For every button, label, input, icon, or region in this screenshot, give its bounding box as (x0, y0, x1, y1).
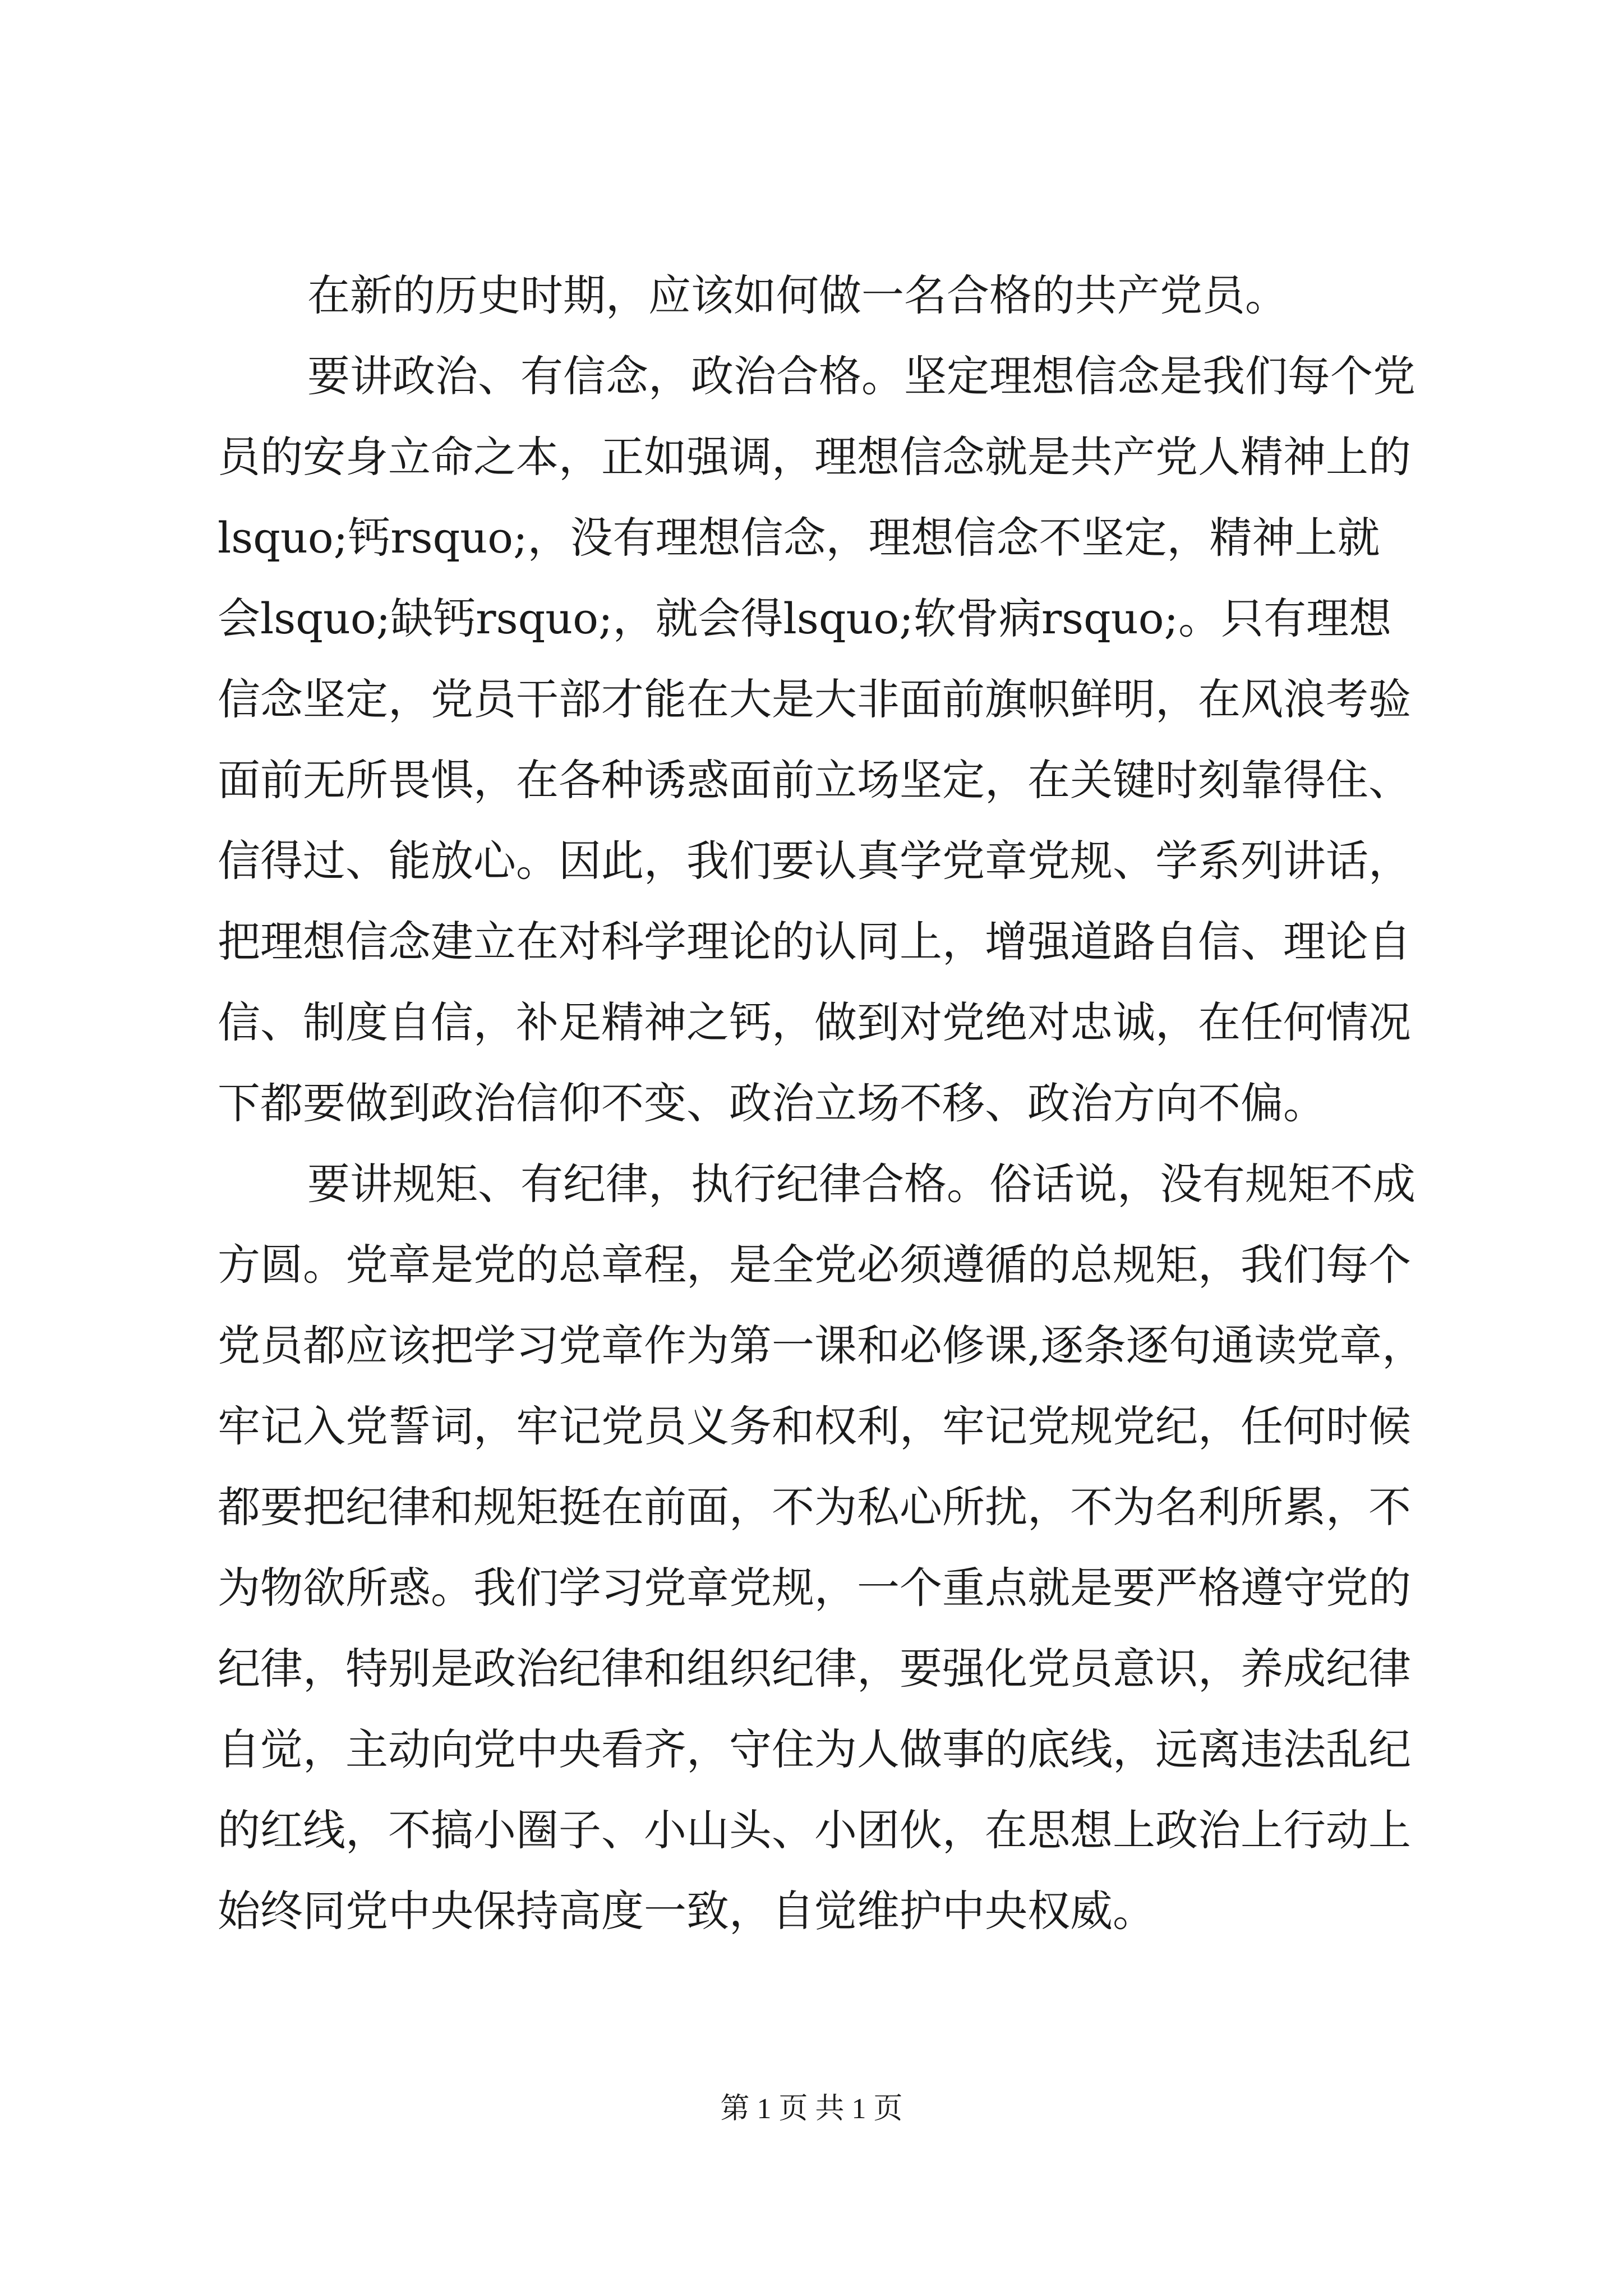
paragraph-2 (218, 336, 1418, 1144)
text-line: 面前无所畏惧，在各种诱惑面前立场坚定，在关键时刻靠得住、 (218, 755, 1411, 805)
text-line: 在新的历史时期，应该如何做一名合格的共产党员。 (307, 270, 1288, 320)
page-number-label: 第 1 页 共 1 页 (720, 2093, 903, 2125)
text-line: 自觉，主动向党中央看齐，守住为人做事的底线，远离违法乱纪 (218, 1724, 1411, 1774)
text-line: 信、制度自信，补足精神之钙，做到对党绝对忠诚，在任何情况 (218, 997, 1411, 1047)
text-line: 下都要做到政治信仰不变、政治立场不移、政治方向不偏。 (218, 1078, 1326, 1128)
text-line: 把理想信念建立在对科学理论的认同上，增强道路自信、理论自 (218, 917, 1411, 967)
paragraph-3 (218, 1144, 1425, 1952)
paragraph-1 (307, 255, 1418, 336)
text-line: 都要把纪律和规矩挺在前面，不为私心所扰，不为名利所累，不 (218, 1482, 1411, 1532)
text-line: 方圆。党章是党的总章程，是全党必须遵循的总规矩，我们每个 (218, 1240, 1411, 1290)
text-line: 信念坚定，党员干部才能在大是大非面前旗帜鲜明，在风浪考验 (218, 674, 1411, 724)
text-line: 信得过、能放心。因此，我们要认真学党章党规、学系列讲话， (218, 836, 1411, 886)
text-line: 要讲政治、有信念，政治合格。坚定理想信念是我们每个党 (307, 351, 1415, 401)
text-line: 为物欲所惑。我们学习党章党规，一个重点就是要严格遵守党的 (218, 1563, 1411, 1613)
text-line: 会lsquo;缺钙rsquo;，就会得lsquo;软骨病rsquo;。只有理想 (218, 593, 1392, 643)
page-footer (0, 2090, 1623, 2129)
text-line: 员的安身立命之本，正如强调，理想信念就是共产党人精神上的 (218, 432, 1411, 482)
text-line: 牢记入党誓词，牢记党员义务和权利，牢记党规党纪，任何时候 (218, 1401, 1411, 1451)
document-body (218, 255, 1425, 1952)
text-line: 始终同党中央保持高度一致，自觉维护中央权威。 (218, 1886, 1155, 1936)
text-line: 党员都应该把学习党章作为第一课和必修课,逐条逐句通读党章， (218, 1320, 1425, 1370)
text-line: 纪律，特别是政治纪律和组织纪律，要强化党员意识，养成纪律 (218, 1644, 1411, 1694)
text-line: 的红线，不搞小圈子、小山头、小团伙，在思想上政治上行动上 (218, 1805, 1411, 1855)
text-line: lsquo;钙rsquo;，没有理想信念，理想信念不坚定，精神上就 (218, 513, 1380, 563)
text-line: 要讲规矩、有纪律，执行纪律合格。俗话说，没有规矩不成 (307, 1159, 1415, 1209)
